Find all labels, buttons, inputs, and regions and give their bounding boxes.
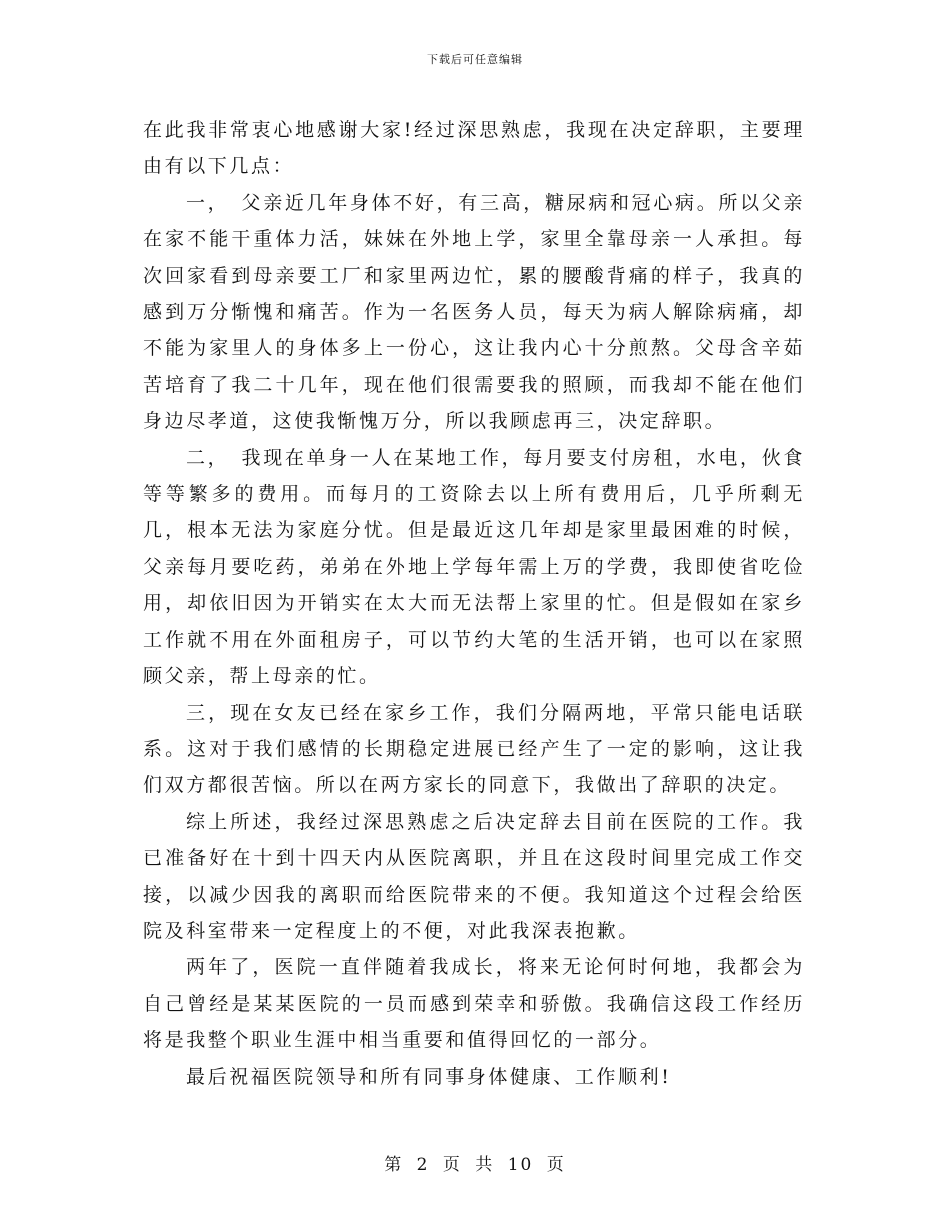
paragraph-summary: 综上所述，我经过深思熟虑之后决定辞去目前在医院的工作。我已准备好在十到十四天内从医院离职，并且在这段时间里完成工作交接，以减少因我的离职而给医院带来的不便。我知道这个过程会给医院及科室带来一定程度上的不便，对此我深表抱歉。 xyxy=(143,810,805,942)
paragraph-gratitude: 两年了，医院一直伴随着我成长，将来无论何时何地，我都会为自己曾经是某某医院的一员而感到荣幸和骄傲。我确信这段工作经历将是我整个职业生涯中相当重要和值得回忆的一部分。 xyxy=(143,956,805,1052)
document-body xyxy=(143,112,805,1095)
paragraph-reason-3: 三，现在女友已经在家乡工作，我们分隔两地，平常只能电话联系。这对于我们感情的长期稳定进展已经产生了一定的影响，这让我们双方都很苦恼。所以在两方家长的同意下，我做出了辞职的决定。 xyxy=(143,701,805,797)
paragraph-reason-1: 一， 父亲近几年身体不好，有三高，糖尿病和冠心病。所以父亲在家不能干重体力活，妹妹在外地上学，家里全靠母亲一人承担。每次回家看到母亲要工厂和家里两边忙，累的腰酸背痛的样子，我真的感到万分惭愧和痛苦。作为一名医务人员，每天为病人解除病痛，却不能为家里人的身体多上一份心，这让我内心十分煎熬。父母含辛茹苦培育了我二十几年，现在他们很需要我的照顾，而我却不能在他们身边尽孝道，这使我惭愧万分，所以我顾虑再三，决定辞职。 xyxy=(143,191,805,433)
page-header: 下载后可任意编辑 xyxy=(427,53,523,66)
page-number: 第 2 页 共 10 页 xyxy=(384,1155,566,1175)
paragraph-reason-2: 二， 我现在单身一人在某地工作，每月要支付房租，水电，伙食等等繁多的费用。而每月的工资除去以上所有费用后，几乎所剩无几，根本无法为家庭分忧。但是最近这几年却是家里最困难的时候，父亲每月要吃药，弟弟在外地上学每年需上万的学费，我即使省吃俭用，却依旧因为开销实在太大而无法帮上家里的忙。但是假如在家乡工作就不用在外面租房子，可以节约大笔的生活开销，也可以在家照顾父亲，帮上母亲的忙。 xyxy=(143,446,805,688)
paragraph-intro: 在此我非常衷心地感谢大家!经过深思熟虑，我现在决定辞职，主要理由有以下几点： xyxy=(143,119,805,178)
paragraph-closing: 最后祝福医院领导和所有同事身体健康、工作顺利! xyxy=(186,1065,672,1088)
